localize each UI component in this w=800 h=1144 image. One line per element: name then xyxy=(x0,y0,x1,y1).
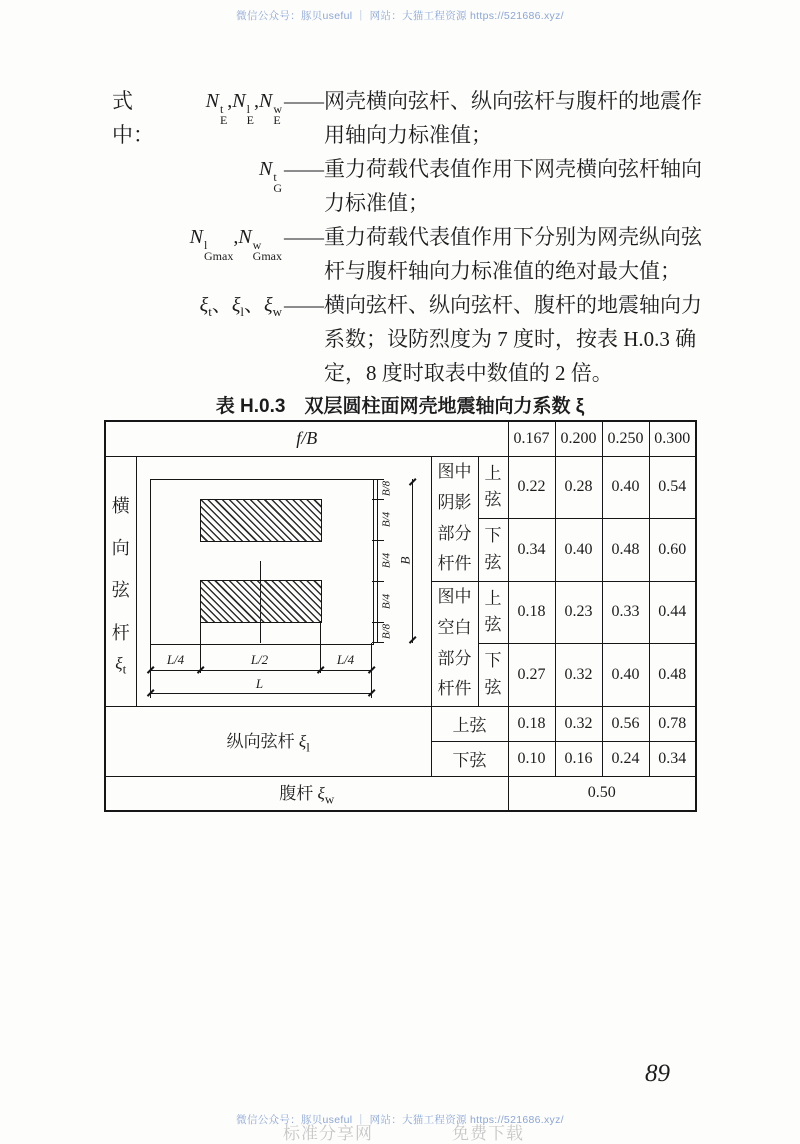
table-row xyxy=(105,456,696,518)
lower-chord-label: 下弦 xyxy=(478,518,508,581)
value-cell: 0.24 xyxy=(602,741,649,776)
transverse-chord-label xyxy=(105,456,136,706)
value-cell: 0.18 xyxy=(508,581,555,643)
upper-chord-label: 上弦 xyxy=(431,706,508,741)
web-value-cell: 0.50 xyxy=(508,776,696,811)
definition-row: $\xi_t$、$\xi_l$、$\xi_w$ —— 横向弦杆、纵向弦杆、腹杆的地震轴向力系数；设防烈度为 7 度时，按表 H.0.3 确定，8 度时取表中数值的 2 倍。 xyxy=(199,293,702,385)
longitudinal-chord-label: 纵向弦杆 $\xi_l$ xyxy=(105,706,431,776)
value-cell: 0.56 xyxy=(602,706,649,741)
fb-value: 0.200 xyxy=(555,421,602,456)
dim-label-l4: L/4 xyxy=(166,651,185,667)
value-cell: 0.18 xyxy=(508,706,555,741)
lower-chord-label: 下弦 xyxy=(431,741,508,776)
dim-line-quarters xyxy=(150,670,372,671)
dim-label-b8: B/8 xyxy=(380,480,392,496)
table-title: 表 H.0.3 双层圆柱面网壳地震轴向力系数 ξ xyxy=(215,396,585,417)
value-cell: 0.22 xyxy=(508,456,555,518)
dim-label-l4: L/4 xyxy=(336,651,355,667)
value-cell: 0.54 xyxy=(649,456,696,518)
value-cell: 0.16 xyxy=(555,741,602,776)
dim-label-l2: L/2 xyxy=(250,651,269,667)
lower-chord-label: 下弦 xyxy=(478,643,508,706)
dim-tick xyxy=(372,540,384,541)
top-watermark: 微信公众号：豚贝useful ｜ 网站：大猫工程资源 https://521686.xyz/ xyxy=(236,10,564,22)
dim-line-length xyxy=(150,693,372,694)
definition-row: N l Gmax ,N w Gmax —— 重力荷载代表值作用下分别为网壳纵向弦杆与腹杆轴向力标准值的绝对最大值； xyxy=(189,225,702,283)
value-cell: 0.28 xyxy=(555,456,602,518)
diagram-edge-line xyxy=(200,621,202,643)
value-cell: 0.27 xyxy=(508,643,555,706)
bottom-gray-watermark-right: 免费下载 xyxy=(452,1124,524,1143)
dim-label-L: L xyxy=(255,675,264,691)
value-cell: 0.34 xyxy=(649,741,696,776)
diagram-figure xyxy=(150,479,435,699)
table-header-row xyxy=(105,421,696,456)
web-members-label: 腹杆 $\xi_w$ xyxy=(105,776,508,811)
page-number: 89 xyxy=(645,1060,670,1087)
fb-value: 0.300 xyxy=(649,421,696,456)
definition-row: N t G —— 重力荷载代表值作用下网壳横向弦杆轴向力标准值； xyxy=(258,157,702,215)
bottom-gray-watermark-left: 标准分享网 xyxy=(283,1124,373,1143)
blank-members-label: 图中空白部分杆件 xyxy=(431,581,478,706)
value-cell: 0.32 xyxy=(555,706,602,741)
value-cell: 0.48 xyxy=(602,518,649,581)
transverse-label-text: 横向弦杆 xyxy=(111,495,130,643)
value-cell: 0.23 xyxy=(555,581,602,643)
fb-header-cell: f/B xyxy=(105,421,508,456)
dim-line-right xyxy=(377,479,378,643)
value-cell: 0.44 xyxy=(649,581,696,643)
value-cell: 0.10 xyxy=(508,741,555,776)
diagram-edge-line xyxy=(320,621,322,643)
value-cell: 0.34 xyxy=(508,518,555,581)
diagram-shaded-region-bottom xyxy=(200,580,322,623)
value-cell: 0.40 xyxy=(602,456,649,518)
value-cell: 0.78 xyxy=(649,706,696,741)
value-cell: 0.33 xyxy=(602,581,649,643)
coefficient-table xyxy=(104,420,697,812)
xi-t-symbol: $\xi_t$ xyxy=(115,653,127,677)
dim-label-b4: B/4 xyxy=(380,593,392,609)
table-row xyxy=(105,776,696,811)
value-cell: 0.40 xyxy=(602,643,649,706)
value-cell: 0.48 xyxy=(649,643,696,706)
definitions xyxy=(112,84,716,390)
dim-tick xyxy=(372,581,384,582)
upper-chord-label: 上弦 xyxy=(478,456,508,518)
shell-plan-diagram xyxy=(136,456,431,706)
dim-label-b8: B/8 xyxy=(380,623,392,639)
value-cell: 0.60 xyxy=(649,518,696,581)
dim-label-B: B xyxy=(397,556,412,564)
definition-row: 式中： N t E ,N l E ,N w E —— 网壳横向弦杆、纵向弦杆与腹杆的地震作用轴向力标准值； xyxy=(112,89,702,147)
diagram-shaded-region-top xyxy=(200,499,322,542)
shaded-members-label: 图中阴影部分杆件 xyxy=(431,456,478,581)
table-row xyxy=(105,706,696,741)
dim-label-b4: B/4 xyxy=(380,552,392,568)
value-cell: 0.32 xyxy=(555,643,602,706)
fb-value: 0.250 xyxy=(602,421,649,456)
upper-chord-label: 上弦 xyxy=(478,581,508,643)
dim-label-b4: B/4 xyxy=(380,511,392,527)
bottom-watermark: 微信公众号：豚贝useful ｜ 网站：大猫工程资源 https://521686.xyz/ xyxy=(236,1114,564,1126)
fb-value: 0.167 xyxy=(508,421,555,456)
value-cell: 0.40 xyxy=(555,518,602,581)
